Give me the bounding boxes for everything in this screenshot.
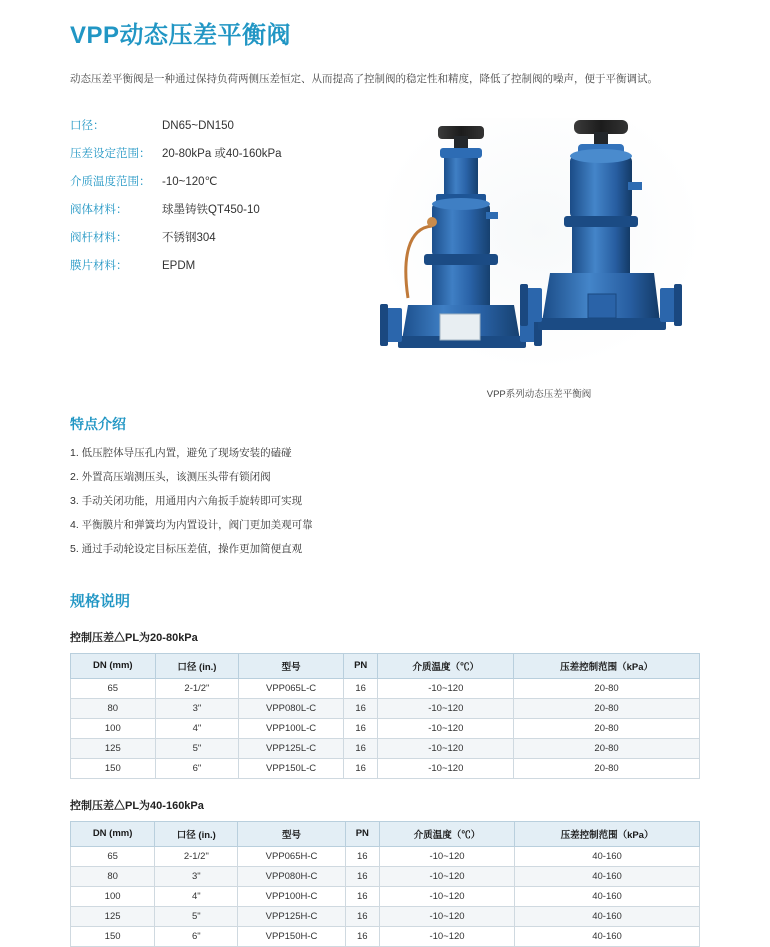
cell: 4" [155,886,238,906]
cell: 20-80 [514,738,700,758]
cell: VPP080L-C [239,698,344,718]
cell: 20-80 [514,678,700,698]
cell: -10~120 [379,886,514,906]
spec-table-low [70,653,700,779]
specs-and-image [70,118,700,400]
features-list [70,446,700,558]
cell: 16 [345,846,379,866]
cell: VPP100L-C [239,718,344,738]
column-header: DN (mm) [71,821,155,846]
column-header: 压差控制范围（kPa） [515,821,700,846]
spec-label: 口径： [70,119,105,132]
column-header: 介质温度（℃） [379,821,514,846]
table-row [71,926,700,946]
table-row [71,698,700,718]
column-header: 型号 [238,821,345,846]
spec-value: 球墨铸铁QT450-10 [162,203,260,216]
table-row [71,738,700,758]
table-row [71,758,700,778]
spec-value: EPDM [162,260,196,273]
cell: 20-80 [514,698,700,718]
product-datasheet-page [0,22,770,942]
cell: -10~120 [379,926,514,946]
cell: 5" [155,738,239,758]
cell: VPP065H-C [238,846,345,866]
cell: -10~120 [378,698,514,718]
cell: 16 [345,906,379,926]
spec-label: 阀杆材料： [70,231,128,244]
cell: 16 [345,866,379,886]
product-photo [378,118,700,400]
column-header: DN (mm) [71,653,156,678]
cell: 16 [343,698,378,718]
cell: 20-80 [514,718,700,738]
table-row [71,906,700,926]
column-header: 口径 (in.) [155,821,238,846]
cell: 150 [71,926,155,946]
spec-label: 介质温度范围： [70,175,151,188]
cell: 80 [71,698,156,718]
spec-label: 压差设定范围： [70,147,151,160]
spec-value: 不锈钢304 [162,231,216,244]
cell: 3" [155,698,239,718]
cell: 16 [343,718,378,738]
cell: 40-160 [515,906,700,926]
cell: VPP150H-C [238,926,345,946]
cell: 40-160 [515,926,700,946]
spec-table-high [70,821,700,947]
spec-value: -10~120℃ [162,175,218,188]
cell: 2-1/2" [155,678,239,698]
cell: VPP100H-C [238,886,345,906]
table-row [71,678,700,698]
cell: 40-160 [515,846,700,866]
cell: VPP080H-C [238,866,345,886]
spec-row [70,258,370,274]
cell: 6" [155,926,238,946]
list-item: 2. 外置高压端测压头，该测压头带有锁闭阀 [70,470,271,483]
list-item: 5. 通过手动轮设定目标压差值，操作更加简便直观 [70,543,303,556]
column-header: 型号 [239,653,344,678]
cell: VPP065L-C [239,678,344,698]
page-title: VPP动态压差平衡阀 [70,22,292,49]
spec-row [70,118,370,134]
cell: 16 [343,678,378,698]
spec-section-title: 规格说明 [70,592,131,610]
cell: 16 [343,758,378,778]
cell: 5" [155,906,238,926]
list-item: 4. 平衡膜片和弹簧均为内置设计，阀门更加美观可靠 [70,519,313,532]
table-title-low: 控制压差△PL为20-80kPa [70,631,198,644]
spec-label: 膜片材料： [70,260,128,273]
cell: 65 [71,678,156,698]
table-row [71,718,700,738]
cell: VPP150L-C [239,758,344,778]
column-header: PN [343,653,378,678]
cell: 2-1/2" [155,846,238,866]
cell: 4" [155,718,239,738]
table-row [71,866,700,886]
cell: 100 [71,886,155,906]
cell: -10~120 [379,866,514,886]
table-title-high: 控制压差△PL为40-160kPa [70,799,204,812]
column-header: 压差控制范围（kPa） [514,653,700,678]
intro-paragraph: 动态压差平衡阀是一种通过保持负荷两侧压差恒定、从而提高了控制阀的稳定性和精度，降低了控制阀的噪声，便于平衡调试。 [70,72,658,85]
cell: 65 [71,846,155,866]
cell: -10~120 [378,718,514,738]
cell: -10~120 [378,738,514,758]
list-item: 3. 手动关闭功能，用通用内六角扳手旋转即可实现 [70,495,303,508]
cell: 16 [345,886,379,906]
cell: VPP125L-C [239,738,344,758]
spec-label: 阀体材料： [70,203,128,216]
valve-left [380,126,542,348]
cell: 125 [71,738,156,758]
cell: -10~120 [379,906,514,926]
spec-row [70,230,370,246]
valve-illustration [368,108,698,373]
table-header-row [71,653,700,678]
cell: VPP125H-C [238,906,345,926]
cell: 125 [71,906,155,926]
image-caption: VPP系列动态压差平衡阀 [486,388,592,400]
spec-value: DN65~DN150 [162,119,234,132]
cell: 40-160 [515,866,700,886]
column-header: 口径 (in.) [155,653,239,678]
cell: -10~120 [378,678,514,698]
cell: -10~120 [379,846,514,866]
cell: 150 [71,758,156,778]
cell: 16 [345,926,379,946]
cell: 20-80 [514,758,700,778]
cell: 40-160 [515,886,700,906]
spec-row [70,202,370,218]
table-header-row [71,821,700,846]
column-header: 介质温度（℃） [378,653,514,678]
cell: 16 [343,738,378,758]
valve-right [520,120,682,330]
table-row [71,886,700,906]
cell: 6" [155,758,239,778]
cell: -10~120 [378,758,514,778]
spec-row [70,146,370,162]
cell: 3" [155,866,238,886]
cell: 80 [71,866,155,886]
features-title: 特点介绍 [70,415,126,432]
spec-value: 20-80kPa 或40-160kPa [162,147,282,160]
spec-list [70,118,370,287]
column-header: PN [345,821,379,846]
cell: 100 [71,718,156,738]
list-item: 1. 低压腔体导压孔内置，避免了现场安装的磕碰 [70,446,292,459]
spec-row [70,174,370,190]
table-row [71,846,700,866]
